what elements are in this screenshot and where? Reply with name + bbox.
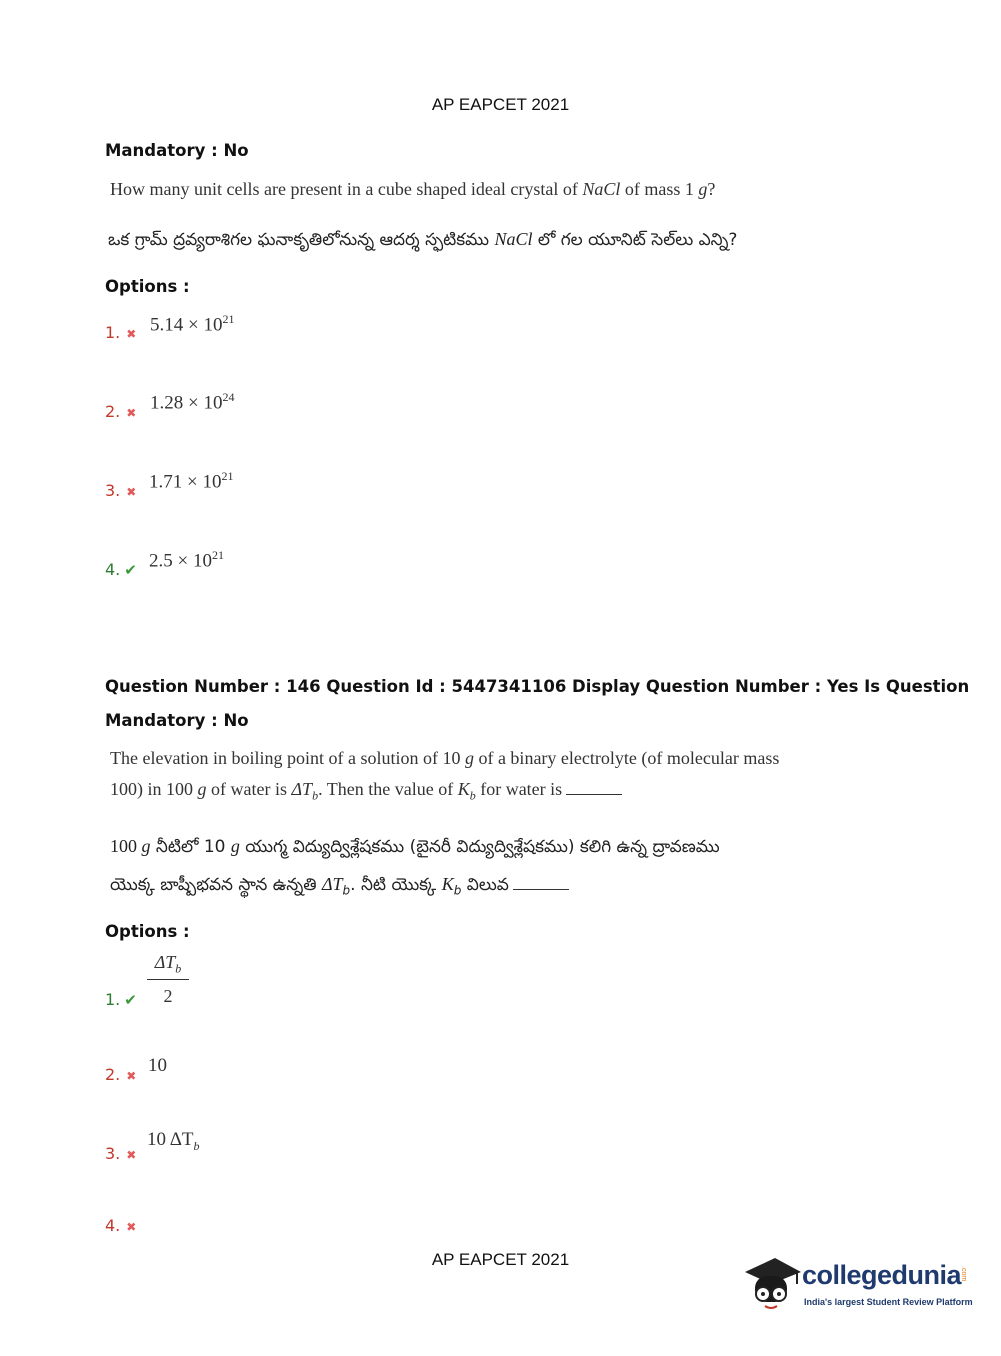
cross-icon: ✖ [126,327,137,341]
q2-text-part: . Then the value of [318,779,458,799]
q2-option-4-number [105,1216,136,1235]
check-icon: ✔ [124,561,137,579]
logo-wordmark: collegedunia [802,1260,962,1290]
q2-meta: Question Number : 146 Question Id : 5447341106 Display Question Number : Yes Is Question [105,677,970,696]
q1-text-part: of mass 1 [620,179,699,199]
q2-te-part: నీటిలో 10 [150,837,231,857]
q2-text-part: 100) in 100 [110,779,198,799]
q2-te-kb-sub: b [453,883,462,898]
q1-formula: NaCl [582,179,621,199]
q1-te-formula: NaCl [494,229,533,249]
q2-text-english-line2 [110,779,622,804]
option-number: 2. [105,402,121,421]
page-header: AP EAPCET 2021 [431,95,570,114]
q2-te-kb: K [441,874,454,894]
option-exponent: 21 [221,469,234,483]
q1-te-part: లో గల యూనిట్ సెల్‌లు ఎన్ని? [532,230,738,250]
page-footer: AP EAPCET 2021 [431,1250,570,1269]
q1-text-part: How many unit cells are present in a cube shaped ideal crystal of [110,179,583,199]
q1-te-part: ఒక గ్రామ్ ద్రవ్యరాశిగల ఘనాకృతిలోనున్న ఆదర్శ స్ఫటికము [108,230,495,250]
option-mantissa: 1.28 × 10 [150,392,223,414]
q1-option-1-number [105,323,136,342]
answer-blank [566,794,622,795]
q2-text-part: The elevation in boiling point of a solution of 10 [110,748,465,768]
q2-te-part: . నీటి యొక్క [350,875,442,895]
q2-option-2-number [105,1065,136,1084]
logo-tagline: India's largest Student Review Platform [804,1297,973,1307]
q2-option-2-value: 10 [148,1055,167,1076]
q1-option-2-number [105,402,136,421]
q2-te-part: 100 [110,836,142,856]
check-icon: ✔ [124,991,137,1009]
option-exponent: 21 [211,548,224,562]
q1-option-1-value [150,312,234,336]
q2-te-part: యొక్క బాష్పీభవన స్థాన ఉన్నతి [110,875,322,895]
cross-icon: ✖ [126,1148,137,1162]
numerator-sub: b [175,961,182,976]
q1-option-2-value [150,390,234,414]
q1-option-4-number [105,560,137,579]
option-number: 1. [105,323,121,342]
cross-icon: ✖ [126,1220,137,1234]
q1-option-4-value [149,548,224,572]
q2-mandatory: Mandatory : No [105,711,249,730]
option-exponent: 24 [222,390,235,404]
option-mantissa: 5.14 × 10 [150,314,223,336]
q2-text-part: of a binary electrolyte (of molecular mass [473,748,780,768]
q1-text-part: ? [707,179,716,199]
q2-te-unit: g [141,836,151,856]
q1-text-telugu [108,229,737,254]
q1-option-3-value [149,469,233,493]
q2-te-part: యుగ్మ విద్యుద్విశ్లేషకము (బైనరీ విద్యుద్విశ్లేషకము) కలిగి ఉన్న ద్రావణము [239,837,720,857]
option-number: 3. [105,1144,121,1163]
q2-options-label: Options : [105,922,190,941]
option-mantissa: 2.5 × 10 [149,550,212,572]
q2-te-unit: g [230,836,240,856]
option-number: 4. [105,1216,121,1235]
q2-text-telugu-line1 [110,836,720,861]
q2-option-1-number [105,990,137,1009]
option-value-text: 10 ΔT [147,1129,194,1150]
q2-unit: g [197,779,207,799]
option-value-sub: b [193,1138,200,1153]
option-number: 4. [105,560,121,579]
q2-text-english-line1 [110,748,779,769]
q2-te-delta-t-sub: b [342,883,351,898]
q2-option-3-number [105,1144,136,1163]
q2-delta-t: ΔT [291,779,313,799]
logo-suffix: .com [960,1266,967,1282]
cross-icon: ✖ [126,485,137,499]
option-mantissa: 1.71 × 10 [149,471,222,493]
cross-icon: ✖ [126,406,137,420]
q2-text-part: of water is [206,779,292,799]
q2-te-delta-t: ΔT [321,874,343,894]
option-number: 3. [105,481,121,500]
q1-text-english [110,179,715,200]
cross-icon: ✖ [126,1069,137,1083]
q2-delta-t-sub: b [312,788,319,803]
collegedunia-mascot-icon [741,1250,803,1322]
q2-kb-sub: b [469,788,476,803]
q2-option-1-value [147,952,189,1007]
option-number: 2. [105,1065,121,1084]
q1-option-3-number [105,481,136,500]
q2-text-telugu-line2 [110,874,569,899]
numerator-text: ΔT [154,952,176,972]
q1-mandatory: Mandatory : No [105,141,249,160]
q2-option-3-value [147,1129,200,1154]
q2-unit: g [464,748,474,768]
q2-te-part: విలువ [461,875,509,895]
q2-kb: K [457,779,470,799]
q2-text-part: for water is [475,779,563,799]
fraction-denominator: 2 [163,985,173,1006]
q1-options-label: Options : [105,277,190,296]
option-exponent: 21 [222,312,235,326]
fraction-numerator [147,952,189,980]
answer-blank [513,889,569,890]
option-number: 1. [105,990,121,1009]
q1-unit: g [698,179,708,199]
